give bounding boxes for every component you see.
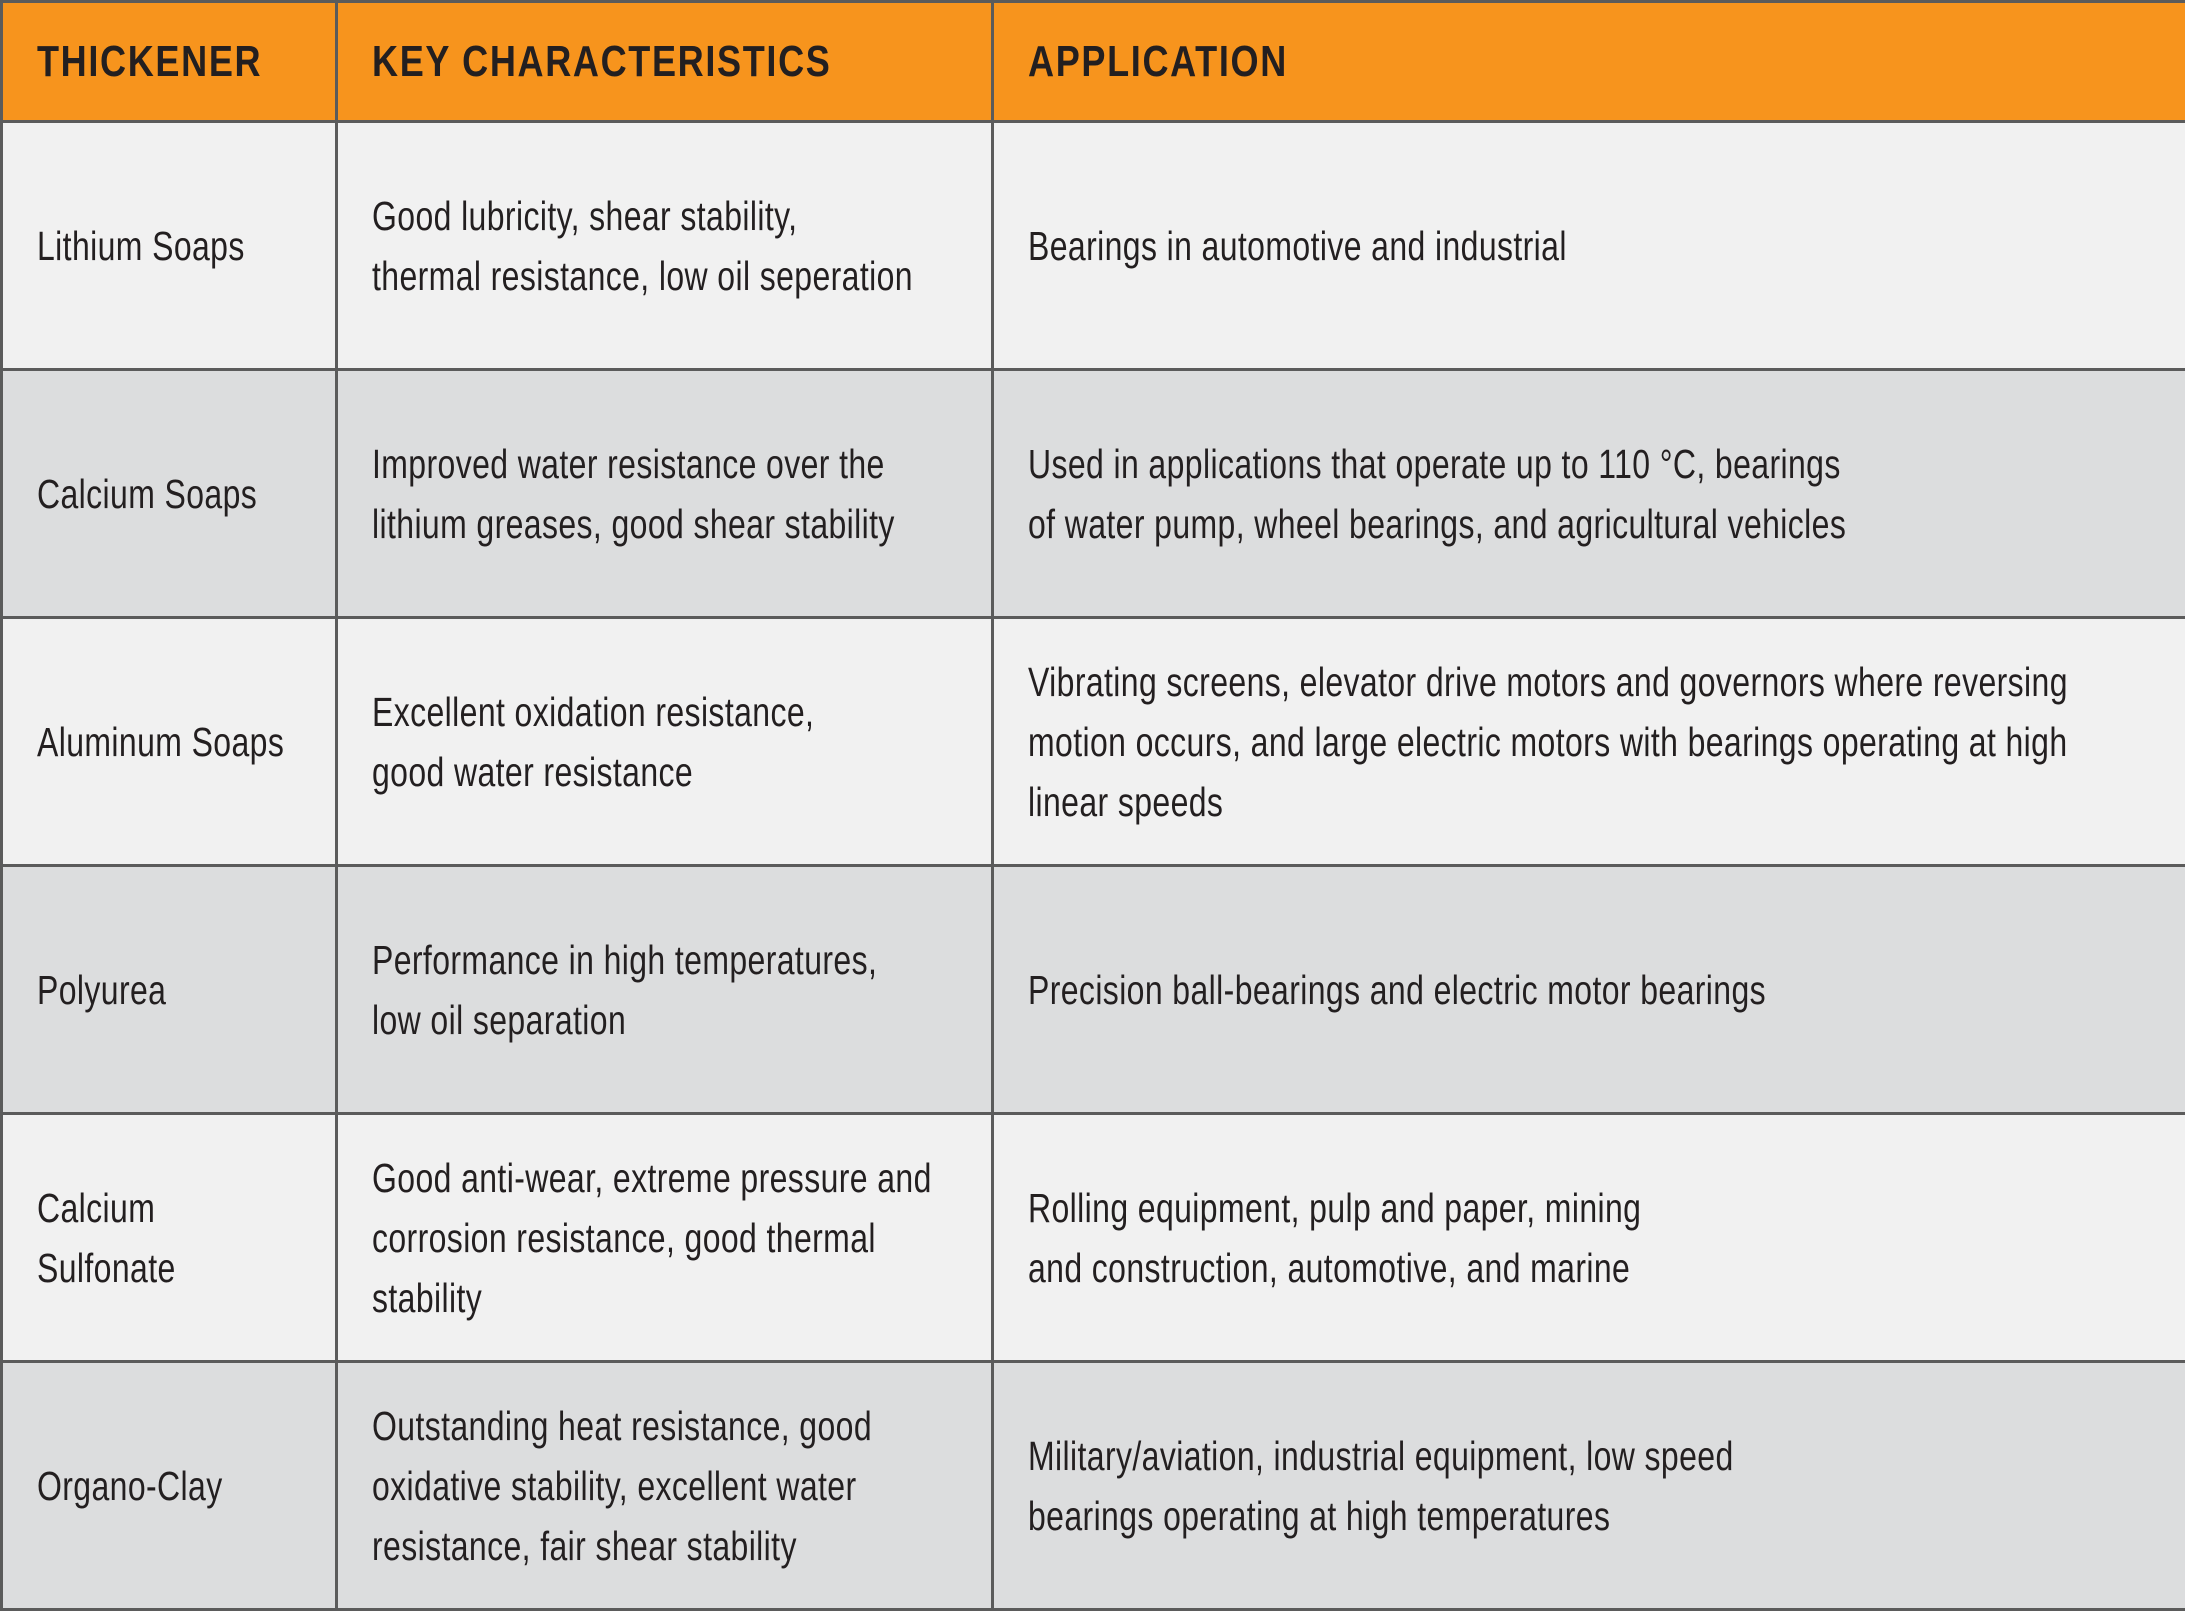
application-text: Precision ball-bearings and electric motor bearings [1028,960,2183,1020]
thickener-text: Organo-Clay [37,1456,335,1516]
thickener-text: Calcium Sulfonate [37,1178,335,1298]
header-application [993,2,2185,122]
application-text: Used in applications that operate up to 110 °C, bearings of water pump, wheel bearings, and agricultural vehicles [1028,434,2183,554]
application-cell [993,866,2185,1114]
thickener-text: Calcium Soaps [37,464,335,524]
application-text: Bearings in automotive and industrial [1028,216,2183,276]
table-row [2,618,2185,866]
characteristics-text: Improved water resistance over the lithium greases, good shear stability [372,434,990,554]
characteristics-cell [337,370,993,618]
header-application-label: APPLICATION [1028,37,1288,87]
characteristics-cell [337,618,993,866]
application-text: Military/aviation, industrial equipment, low speed bearings operating at high temperatures [1028,1426,2183,1546]
thickener-text: Polyurea [37,960,335,1020]
characteristics-text: Outstanding heat resistance, good oxidative stability, excellent water resistance, fair shear stability [372,1396,990,1576]
application-cell [993,122,2185,370]
header-thickener-label: THICKENER [37,37,262,87]
characteristics-text: Performance in high temperatures, low oil separation [372,930,990,1050]
characteristics-cell [337,1362,993,1610]
table-row [2,1362,2185,1610]
table-row [2,1114,2185,1362]
application-cell [993,1362,2185,1610]
application-cell [993,1114,2185,1362]
header-row [2,2,2185,122]
thickener-text: Aluminum Soaps [37,712,335,772]
thickener-cell [2,866,337,1114]
thickener-cell [2,1114,337,1362]
table-row [2,866,2185,1114]
table-row [2,370,2185,618]
characteristics-cell [337,122,993,370]
thickener-cell [2,1362,337,1610]
application-text: Rolling equipment, pulp and paper, mining and construction, automotive, and marine [1028,1178,2183,1298]
header-thickener [2,2,337,122]
application-cell [993,618,2185,866]
table-row [2,122,2185,370]
application-cell [993,370,2185,618]
characteristics-cell [337,866,993,1114]
characteristics-cell [337,1114,993,1362]
thickener-text: Lithium Soaps [37,216,335,276]
characteristics-text: Good lubricity, shear stability, thermal resistance, low oil seperation [372,186,990,306]
thickener-cell [2,370,337,618]
thickener-cell [2,122,337,370]
characteristics-text: Excellent oxidation resistance, good water resistance [372,682,990,802]
characteristics-text: Good anti-wear, extreme pressure and corrosion resistance, good thermal stability [372,1148,990,1328]
thickener-cell [2,618,337,866]
header-key-characteristics-label: KEY CHARACTERISTICS [372,37,831,87]
application-text: Vibrating screens, elevator drive motors and governors where reversing motion occurs, and large electric motors with bearings operating at high linear speeds [1028,652,2183,832]
header-key-characteristics [337,2,993,122]
